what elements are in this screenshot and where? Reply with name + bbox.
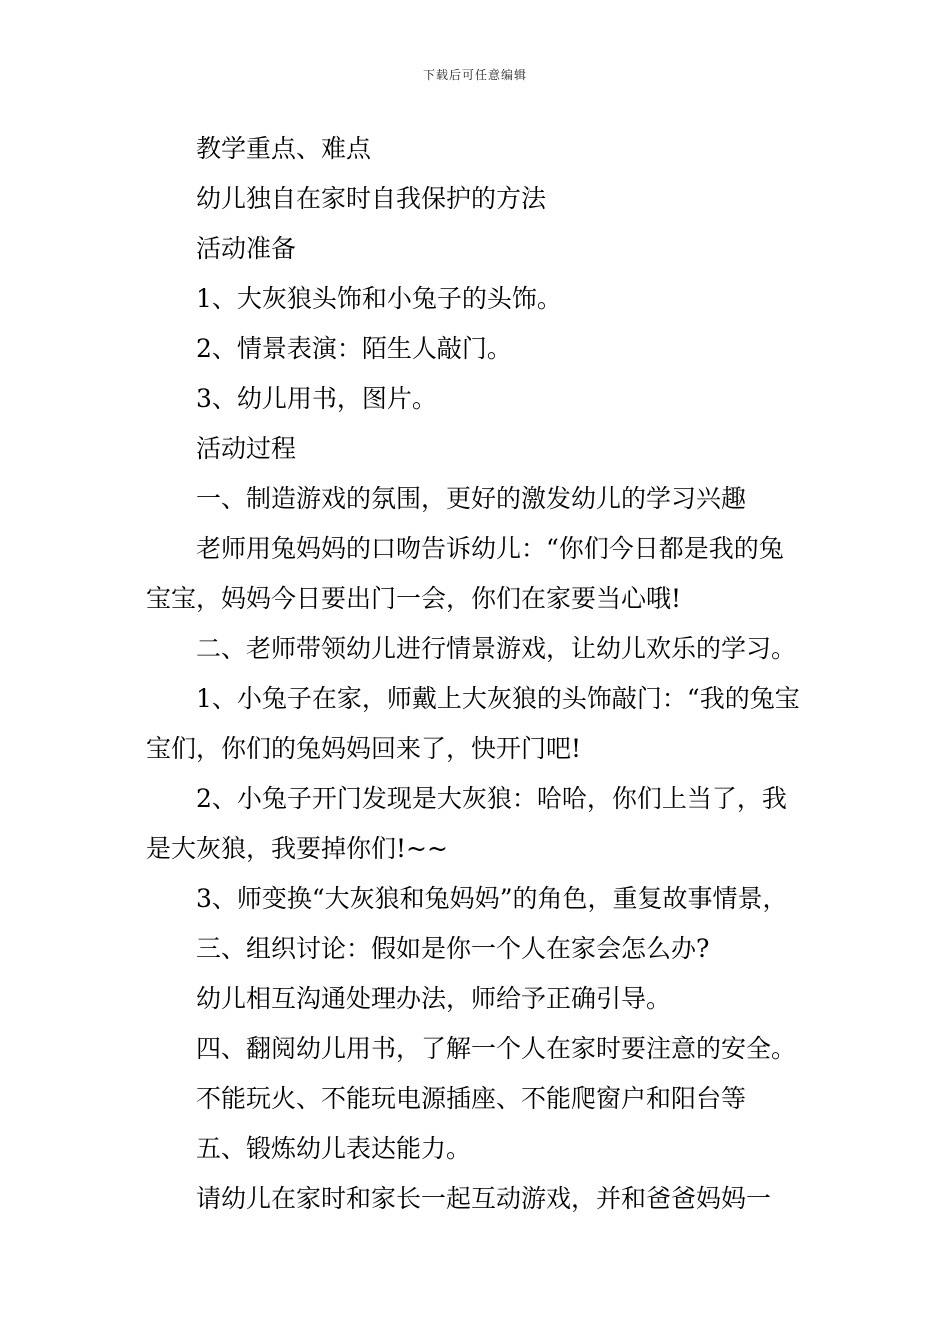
paragraph: 不能玩火、不能玩电源插座、不能爬窗户和阳台等 (196, 1084, 747, 1113)
step-heading: 五、锻炼幼儿表达能力。 (196, 1134, 472, 1163)
list-item: 2、小兔子开门发现是大灰狼：哈哈，你们上当了，我是大灰狼，我要掉你们!~~ (146, 784, 787, 863)
list-item: 3、幼儿用书，图片。 (196, 384, 437, 413)
list-item: 3、师变换“大灰狼和兔妈妈”的角色，重复故事情景， (196, 884, 788, 913)
list-item: 1、大灰狼头饰和小兔子的头饰。 (196, 284, 562, 313)
list-item: 2、情景表演：陌生人敲门。 (196, 334, 512, 363)
document-body (146, 124, 808, 1224)
section-heading-preparation: 活动准备 (196, 234, 297, 263)
paragraph: 请幼儿在家时和家长一起互动游戏，并和爸爸妈妈一 (196, 1184, 772, 1213)
paragraph: 老师用兔妈妈的口吻告诉幼儿：“你们今日都是我的兔宝宝，妈妈今日要出门一会，你们在家要当心哦! (146, 534, 784, 613)
paragraph: 幼儿相互沟通处理办法，师给予正确引导。 (196, 984, 672, 1013)
step-heading: 一、制造游戏的氛围，更好的激发幼儿的学习兴趣 (196, 484, 747, 513)
step-heading: 三、组织讨论：假如是你一个人在家会怎么办? (196, 934, 710, 963)
section-heading-key-points: 教学重点、难点 (196, 134, 372, 163)
paragraph: 幼儿独自在家时自我保护的方法 (196, 184, 547, 213)
header-note: 下载后可任意编辑 (422, 68, 527, 82)
step-heading: 二、老师带领幼儿进行情景游戏，让幼儿欢乐的学习。 (196, 634, 797, 663)
section-heading-process: 活动过程 (196, 434, 297, 463)
list-item: 1、小兔子在家，师戴上大灰狼的头饰敲门：“我的兔宝宝们，你们的兔妈妈回来了，快开门吧! (146, 684, 800, 763)
step-heading: 四、翻阅幼儿用书，了解一个人在家时要注意的安全。 (196, 1034, 797, 1063)
